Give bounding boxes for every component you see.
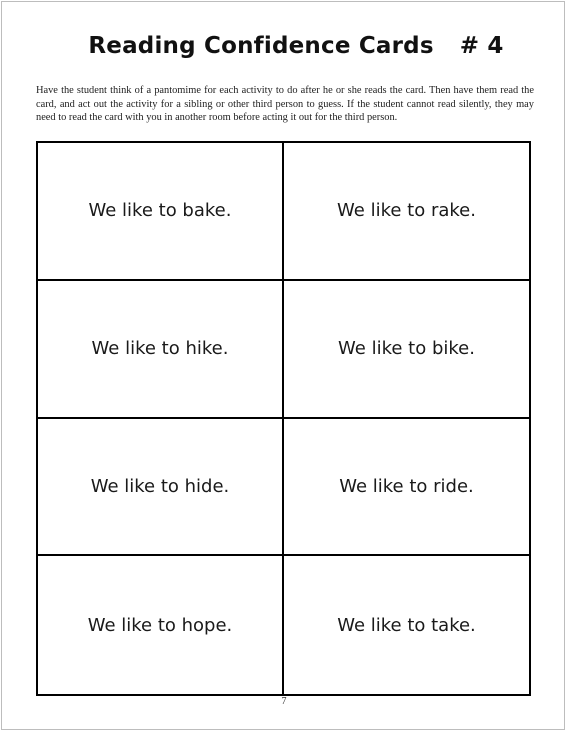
card-bike: [284, 281, 529, 419]
page-number: 7: [281, 696, 287, 707]
card-text: We like to hike.: [91, 338, 229, 360]
page-title: [0, 33, 568, 59]
card-rake: [284, 143, 529, 281]
card-text: We like to ride.: [339, 475, 474, 497]
card-hope: [38, 556, 284, 694]
card-hike: [38, 281, 284, 419]
card-text: We like to hope.: [87, 614, 233, 636]
card-take: [284, 556, 529, 694]
instructions-paragraph: Have the student think of a pantomime for each activity to do after he or she reads the card. Then have them read the card, and act out the activity for a sibling or other third person to guess. If the student cannot read silently, they may need to read the card with you in another room before acting it out for the third person.: [36, 85, 534, 124]
card-ride: [284, 419, 529, 557]
title-text: Reading Confidence Cards: [88, 33, 434, 59]
card-text: We like to bake.: [88, 200, 232, 222]
card-text: We like to rake.: [337, 200, 476, 222]
card-bake: [38, 143, 284, 281]
card-set-number: # 4: [459, 33, 504, 59]
card-text: We like to take.: [337, 614, 476, 636]
card-hide: [38, 419, 284, 557]
card-text: We like to hide.: [90, 475, 230, 497]
card-text: We like to bike.: [338, 338, 475, 360]
card-grid: [36, 141, 531, 696]
